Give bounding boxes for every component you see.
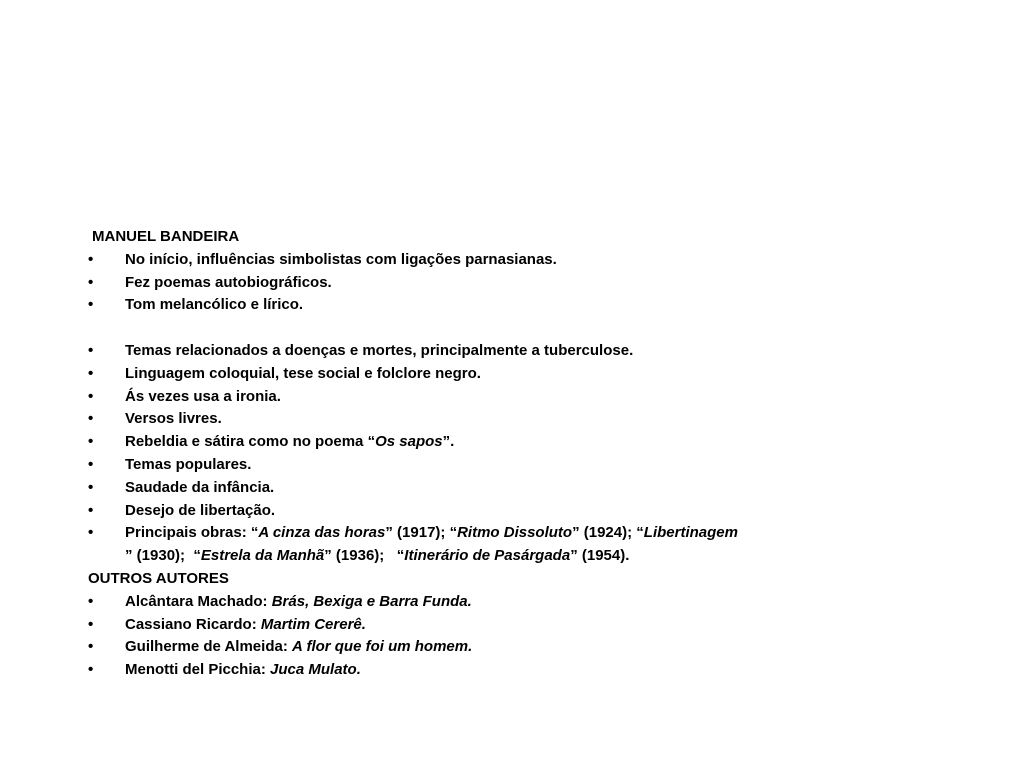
- list-item: • Ás vezes usa a ironia.: [88, 386, 968, 409]
- list-item: • Fez poemas autobiográficos.: [88, 272, 968, 295]
- bandeira-list-2: [88, 340, 968, 568]
- list-item: • Alcântara Machado: Brás, Bexiga e Barra Funda.: [88, 591, 968, 614]
- work-title: A cinza das horas: [258, 524, 386, 542]
- outros-autores-list: [88, 591, 968, 682]
- work-title: Itinerário de Pasárgada: [404, 547, 571, 565]
- bullet-icon: •: [88, 296, 94, 314]
- bullet-icon: •: [88, 501, 94, 519]
- bullet-icon: •: [88, 433, 94, 451]
- work-title: Martim Cererê.: [260, 615, 366, 633]
- bullet-icon: •: [88, 250, 94, 268]
- bullet-icon: •: [88, 273, 94, 291]
- bullet-icon: •: [88, 341, 94, 359]
- bullet-icon: •: [88, 364, 94, 382]
- bullet-icon: •: [88, 661, 94, 679]
- spacer: [88, 317, 968, 340]
- work-title: A flor que foi um homem.: [292, 638, 473, 656]
- list-item: • Temas relacionados a doenças e mortes, principalmente a tuberculose.: [88, 340, 968, 363]
- bullet-icon: •: [88, 524, 94, 542]
- section-title: MANUEL BANDEIRA: [92, 228, 240, 245]
- bullet-icon: •: [88, 410, 94, 428]
- work-title: Brás, Bexiga e Barra Funda.: [271, 592, 472, 610]
- list-item: • Desejo de libertação.: [88, 500, 968, 523]
- list-item: • Cassiano Ricardo: Martim Cererê.: [88, 614, 968, 637]
- work-title: Estrela da Manhã: [200, 547, 325, 565]
- bullet-icon: •: [88, 478, 94, 496]
- work-title: Juca Mulato.: [270, 661, 361, 679]
- bullet-icon: •: [88, 455, 94, 473]
- bullet-icon: •: [88, 387, 94, 405]
- list-item: • Versos livres.: [88, 408, 968, 431]
- list-item-principais-obras: • Principais obras: “A cinza das horas” (1917); “Ritmo Dissoluto” (1924); “Libertinagem ” (1930); “Estrela da Manhã” (1936); “Itinerário de Pasárgada” (1954).: [88, 524, 738, 565]
- list-item: • Menotti del Picchia: Juca Mulato.: [88, 659, 968, 682]
- bullet-icon: •: [88, 638, 94, 656]
- work-title: Libertinagem: [643, 524, 738, 542]
- list-item: • Saudade da infância.: [88, 477, 968, 500]
- list-item-rebeldia: • Rebeldia e sátira como no poema “Os sapos”.: [88, 431, 968, 454]
- outros-autores-heading: OUTROS AUTORES: [88, 569, 229, 587]
- list-item: • Tom melancólico e lírico.: [88, 294, 968, 317]
- bullet-icon: •: [88, 615, 94, 633]
- work-title: Ritmo Dissoluto: [457, 524, 573, 542]
- bullet-icon: •: [88, 592, 94, 610]
- bandeira-list-1: [88, 249, 968, 317]
- poem-title: Os sapos: [375, 433, 443, 451]
- list-item: • Guilherme de Almeida: A flor que foi um homem.: [88, 636, 968, 659]
- slide-content: [88, 226, 968, 682]
- list-item: • Linguagem coloquial, tese social e folclore negro.: [88, 363, 968, 386]
- list-item: • Temas populares.: [88, 454, 968, 477]
- list-item: • No início, influências simbolistas com ligações parnasianas.: [88, 249, 968, 272]
